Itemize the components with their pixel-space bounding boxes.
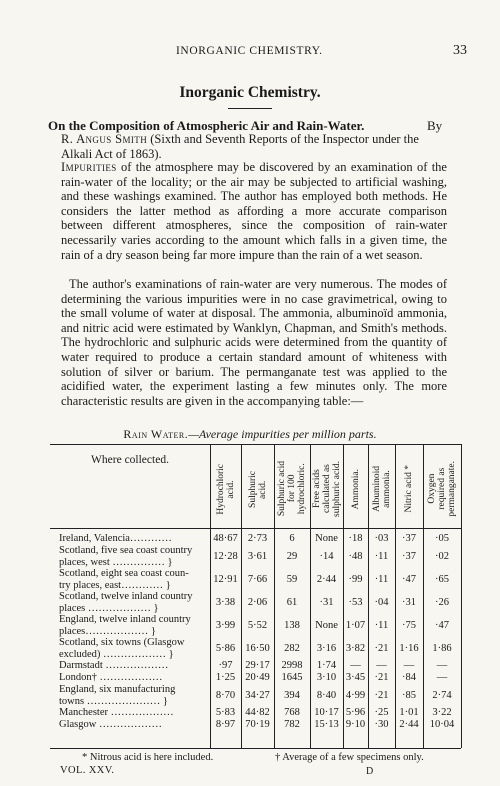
table-cell: 3·10: [316, 672, 337, 683]
footnote-dagger: † Average of a few specimens only.: [275, 752, 424, 763]
table-cell: 1·16: [399, 643, 419, 654]
table-cell: 15·13: [314, 719, 339, 730]
table-cell: ·84: [402, 672, 416, 683]
column-header: [423, 450, 461, 528]
column-header: [310, 450, 343, 528]
row-place: Glasgow ………………: [59, 719, 162, 730]
table-cell: ·53: [348, 597, 363, 608]
table-cell: 5·96: [345, 707, 366, 718]
table-caption-lead: Rain Water.: [123, 427, 189, 441]
table-cell: 1·25: [215, 672, 236, 683]
table-cell: 29·17: [245, 660, 270, 671]
table-cell: 138: [284, 620, 300, 631]
table-cell: ·85: [402, 690, 416, 701]
column-header-label: Free acids calculated as sulphuric acid.: [311, 461, 342, 517]
table-cell: 1·07: [345, 620, 366, 631]
footnote-star: * Nitrous acid is here included.: [82, 752, 214, 763]
table-cell: 5·86: [215, 643, 236, 654]
table-cell: 6: [289, 533, 295, 544]
table-column-rule: [461, 444, 462, 748]
row-place: Scotland, twelve inland country places ……………… }: [59, 591, 193, 614]
table-row: [50, 533, 461, 544]
column-header: [210, 450, 241, 528]
row-place: England, six manufacturing towns ………………… }: [59, 684, 176, 707]
table-cell: —: [403, 660, 415, 671]
table-cell: ·30: [374, 719, 389, 730]
signature-mark: D: [366, 766, 374, 777]
table-cell: 5·83: [215, 707, 236, 718]
where-collected-header: Where collected.: [91, 454, 169, 466]
table-cell: 394: [284, 690, 300, 701]
table-cell: ·97: [218, 660, 233, 671]
table-row: [50, 637, 461, 660]
table-cell: 9·10: [345, 719, 366, 730]
table-cell: ·37: [402, 551, 416, 562]
table-cell: ·21: [374, 690, 389, 701]
table-cell: 20·49: [245, 672, 270, 683]
row-place: Scotland, six towns (Glasgow excluded) ……………… }: [59, 637, 185, 660]
table-cell: 1645: [281, 672, 303, 683]
table-cell: ·05: [435, 533, 449, 544]
column-header: [343, 450, 368, 528]
table-cell: 3·61: [247, 551, 268, 562]
row-place: Scotland, five sea coast country places, west …………… }: [59, 545, 193, 568]
table-cell: None: [315, 620, 338, 631]
table-cell: 782: [284, 719, 300, 730]
table-cell: 2·06: [247, 597, 268, 608]
table-cell: 12·91: [213, 574, 238, 585]
section-title: Inorganic Chemistry.: [179, 84, 321, 101]
table-cell: ·21: [374, 672, 389, 683]
row-place: Manchester ………………: [59, 707, 174, 718]
table-cell: ·18: [348, 533, 363, 544]
table-cell: 768: [284, 707, 300, 718]
table-cell: 2·74: [432, 690, 452, 701]
table-row: [50, 545, 461, 568]
row-place: Darmstadt ………………: [59, 660, 169, 671]
table-cell: ·21: [374, 643, 389, 654]
table-cell: ·31: [319, 597, 334, 608]
table-cell: ·14: [319, 551, 334, 562]
table-cell: 10·04: [429, 719, 455, 730]
column-header-label: Albuminoid ammonia.: [371, 466, 392, 512]
table-cell: 8·40: [316, 690, 337, 701]
column-header: [274, 450, 310, 528]
table-row: [50, 660, 461, 671]
table-row: [50, 614, 461, 637]
table-cell: 2·44: [316, 574, 337, 585]
table-cell: 4·99: [345, 690, 366, 701]
table-cell: ·11: [374, 551, 389, 562]
row-place: England, twelve inland country places……………… }: [59, 614, 191, 637]
table-cell: ·48: [348, 551, 363, 562]
table-cell: —: [436, 660, 448, 671]
table-cell: 59: [286, 574, 298, 585]
table-cell: 44·82: [245, 707, 270, 718]
table-cell: 10·17: [314, 707, 339, 718]
table-cell: —: [376, 660, 387, 671]
running-title: INORGANIC CHEMISTRY.: [176, 45, 323, 57]
table-cell: —: [350, 660, 361, 671]
column-header-label: Hydrochloric acid.: [215, 463, 236, 515]
title-rule: [228, 108, 272, 109]
table-cell: 48·67: [213, 533, 238, 544]
table-cell: ·47: [402, 574, 416, 585]
table-caption-rest: —Average impurities per million parts.: [188, 427, 377, 441]
row-place: Ireland, Valencia…………: [59, 533, 172, 544]
table-cell: 1·01: [399, 707, 419, 718]
author-prefix: By: [427, 118, 443, 133]
table-row: [50, 672, 461, 683]
table-cell: ·75: [402, 620, 416, 631]
table-cell: ·11: [374, 620, 389, 631]
table-cell: ·31: [402, 597, 416, 608]
table-cell: 1·74: [316, 660, 337, 671]
table-cell: —: [436, 672, 448, 683]
article-byline: [61, 132, 447, 161]
column-header-label: Sulphuric acid.: [247, 470, 268, 508]
table-cell: ·65: [435, 574, 449, 585]
table-top-rule: [50, 444, 461, 445]
table-bottom-rule: [50, 748, 461, 749]
table-cell: ·02: [435, 551, 449, 562]
paragraph-1: [61, 160, 447, 262]
table-cell: 70·19: [245, 719, 270, 730]
table-cell: ·03: [374, 533, 389, 544]
table-cell: 12·28: [213, 551, 238, 562]
column-header: [368, 450, 395, 528]
table-cell: 3·38: [215, 597, 236, 608]
table-row: [50, 684, 461, 707]
table-row: [50, 707, 461, 718]
table-cell: ·26: [435, 597, 449, 608]
table-cell: None: [315, 533, 338, 544]
article-source: (Sixth and Seventh Reports of the Inspector under the Alkali Act of 1863).: [61, 132, 419, 161]
column-header-label: Oxygen required as permanganate.: [427, 461, 457, 517]
table-cell: ·11: [374, 574, 389, 585]
table-row: [50, 719, 461, 730]
table-cell: 5·52: [247, 620, 268, 631]
table-header-rule: [50, 528, 461, 529]
table-cell: 29: [286, 551, 298, 562]
table-cell: 8·70: [215, 690, 236, 701]
row-place: Scotland, eight sea coast coun- try places, east………… }: [59, 568, 189, 591]
table-cell: 282: [284, 643, 300, 654]
table-cell: ·47: [435, 620, 449, 631]
paragraph-1-text: of the atmosphere may be discovered by an examination of the rain-water of the locality; or the air may be subjected to artificial washing, and these washings examined. The author has employed both methods. He considers the latter method as affording a more accurate comparison between different atmospheres, since the composition of rain-water necessarily varies according to the amount which falls in a given time, the rain of a dry season being far more impure than the rain of a wet season.: [61, 160, 447, 262]
table-row: [50, 591, 461, 614]
table-row: [50, 568, 461, 591]
column-header-label: Ammonia.: [350, 468, 361, 510]
table-cell: 2998: [281, 660, 303, 671]
table-cell: 16·50: [245, 643, 270, 654]
column-header-label: Sulphuric acid for 100 hydrochloric.: [277, 461, 307, 517]
table-caption: [0, 427, 500, 442]
table-cell: ·99: [348, 574, 363, 585]
table-cell: 7·66: [247, 574, 268, 585]
author-name: R. Angus Smith: [61, 132, 148, 146]
table-cell: 3·22: [432, 707, 452, 718]
table-cell: ·04: [374, 597, 389, 608]
table-cell: 2·44: [399, 719, 419, 730]
page-number: 33: [453, 43, 467, 58]
table-cell: 1·86: [432, 643, 452, 654]
row-place: London† ………………: [59, 672, 163, 683]
table-cell: 3·82: [345, 643, 366, 654]
table-cell: 3·99: [215, 620, 236, 631]
article-title: On the Composition of Atmospheric Air and Rain-Water.: [48, 118, 365, 133]
table-cell: ·25: [374, 707, 389, 718]
column-header-label: Nitric acid *: [404, 465, 414, 513]
table-cell: 3·45: [345, 672, 366, 683]
table-cell: 3·16: [316, 643, 337, 654]
table-cell: 34·27: [245, 690, 270, 701]
paragraph-2: The author's examinations of rain-water are very numerous. The modes of determining the various impurities were in no case gravimetrical, owing to the small volume of water at disposal. The ammonia, albuminoïd ammonia, and nitric acid were estimated by Wanklyn, Chapman, and Smith's methods. The hydrochloric and sulphuric acids were determined from the quantity of water required to produce a certain standard amount of whiteness with solution of silver or barium. The permanganate test was applied to the acidified water, the experiment lasting a few minutes only. The more characteristic results are given in the accompanying table:—: [61, 277, 447, 408]
table-cell: 2·73: [247, 533, 268, 544]
volume-label: VOL. XXV.: [60, 765, 115, 776]
column-header: [395, 450, 423, 528]
table-cell: 61: [286, 597, 298, 608]
table-cell: ·37: [402, 533, 416, 544]
paragraph-1-lead: Impurities: [61, 160, 117, 174]
table-cell: 8·97: [215, 719, 236, 730]
column-header: [241, 450, 274, 528]
